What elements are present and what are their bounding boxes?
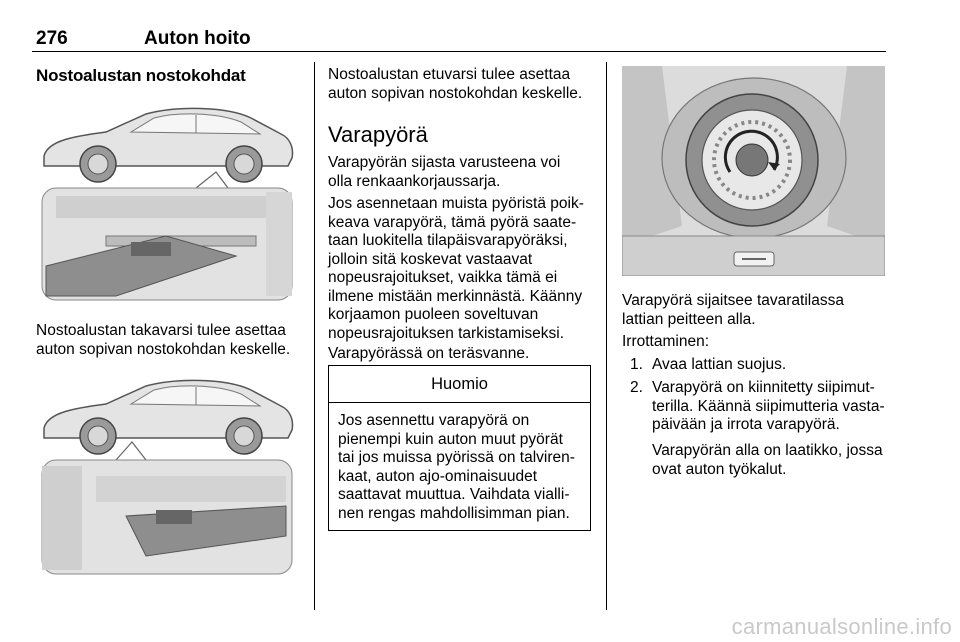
note-box	[328, 365, 591, 531]
front-arm-caption: Nostoalustan etuvarsi tulee asettaa auton sopivan nostokohdan keskelle.	[328, 66, 583, 102]
note-title: Huomio	[329, 366, 590, 403]
repair-kit-paragraph: Varapyörän sijasta varusteena voi olla renkaankorjaussarja.	[328, 154, 561, 190]
steel-rim-text: Varapyörässä on teräsvanne.	[328, 345, 530, 362]
note-body: Jos asennettu varapyörä on pienempi kuin auton muut pyörät tai jos muissa pyörissä on talviren- kaat, auton ajo-ominaisuudet saattavat muuttua. Vaihdata vialli- nen rengas mahdollisimman pian.	[338, 412, 575, 522]
step-1: 1. Avaa lattian suojus.	[630, 356, 787, 373]
figure-front-lift-point	[36, 96, 298, 306]
rear-arm-caption: Nostoalustan takavarsi tulee asettaa auton sopivan nostokohdan keskelle.	[36, 322, 291, 358]
page-header	[32, 26, 886, 52]
column-divider-right	[606, 62, 607, 610]
toolbox-paragraph: Varapyörän alla on laatikko, jossa ovat auton työkalut.	[652, 442, 883, 478]
step-number: 2.	[630, 379, 643, 396]
temporary-spare-paragraph: Jos asennetaan muista pyöristä poik- keava varapyörä, tämä pyörä saate- taan luokitella tilapäisvarapyöräksi, jolloin sitä koskevat vastaavat nopeusrajoitukset, vaikka tämä ei ilmene mistään merkinnästä. Käänny korjaamon puoleen soveltuvan nopeusrajoituksen tarkistamiseksi.	[328, 195, 584, 342]
spare-location-paragraph: Varapyörä sijaitsee tavaratilassa lattian peitteen alla.	[622, 292, 844, 328]
section-title: Nostoalustan nostokohdat	[36, 66, 246, 85]
figure-rear-lift-point	[36, 366, 298, 580]
figure-spare-wheel-trunk	[622, 66, 885, 276]
spare-wheel-heading: Varapyörä	[328, 122, 428, 147]
column-divider-left	[314, 62, 315, 610]
step-number: 1.	[630, 356, 643, 373]
step-2: 2. Varapyörä on kiinnitetty siipimut- terilla. Käännä siipimutteria vasta- päivään ja irrota varapyörä.	[630, 379, 885, 433]
removing-label: Irrottaminen:	[622, 333, 710, 350]
watermark: carmanualsonline.info	[731, 614, 952, 639]
chapter-title: Auton hoito	[144, 28, 251, 49]
page-number: 276	[36, 28, 68, 49]
